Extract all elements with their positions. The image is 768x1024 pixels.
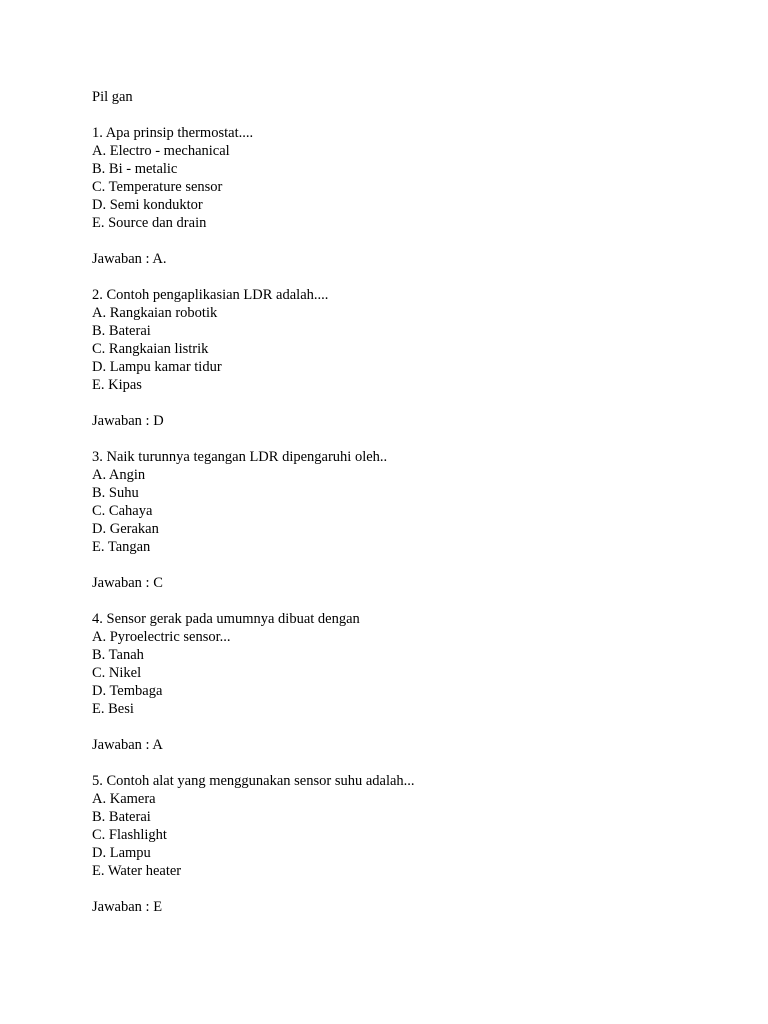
document-heading: Pil gan [92,89,133,105]
option-e: E. Kipas [92,377,142,393]
option-d: D. Semi konduktor [92,197,203,213]
option-d: D. Gerakan [92,521,159,537]
option-a: A. Rangkaian robotik [92,305,218,321]
option-b: B. Tanah [92,647,144,663]
question-text: 2. Contoh pengaplikasian LDR adalah.... [92,287,329,303]
option-e: E. Tangan [92,539,151,555]
question-block [92,286,732,448]
spacer [92,268,732,286]
question-text: 5. Contoh alat yang menggunakan sensor suhu adalah... [92,773,415,789]
spacer [92,880,732,898]
question-block [92,610,732,772]
spacer [92,718,732,736]
answer-text: Jawaban : D [92,413,164,429]
option-d: D. Lampu [92,845,151,861]
spacer [92,430,732,448]
option-b: B. Suhu [92,485,139,501]
question-block [92,124,732,286]
option-a: A. Pyroelectric sensor... [92,629,231,645]
option-a: A. Electro - mechanical [92,143,230,159]
option-c: C. Flashlight [92,827,167,843]
question-block [92,772,732,916]
option-a: A. Angin [92,467,146,483]
question-block [92,448,732,610]
spacer [92,394,732,412]
spacer [92,592,732,610]
option-e: E. Besi [92,701,134,717]
question-text: 3. Naik turunnya tegangan LDR dipengaruhi oleh.. [92,449,388,465]
question-text: 4. Sensor gerak pada umumnya dibuat dengan [92,611,360,627]
option-c: C. Nikel [92,665,142,681]
question-text: 1. Apa prinsip thermostat.... [92,125,254,141]
document-page [92,88,732,916]
option-b: B. Bi - metalic [92,161,178,177]
option-d: D. Lampu kamar tidur [92,359,222,375]
option-a: A. Kamera [92,791,156,807]
option-c: C. Rangkaian listrik [92,341,209,357]
answer-text: Jawaban : A [92,737,163,753]
option-b: B. Baterai [92,809,151,825]
option-d: D. Tembaga [92,683,163,699]
option-c: C. Temperature sensor [92,179,223,195]
answer-text: Jawaban : C [92,575,163,591]
answer-text: Jawaban : A. [92,251,167,267]
option-e: E. Water heater [92,863,182,879]
spacer [92,754,732,772]
option-c: C. Cahaya [92,503,153,519]
answer-text: Jawaban : E [92,899,163,915]
spacer [92,106,732,124]
option-b: B. Baterai [92,323,151,339]
option-e: E. Source dan drain [92,215,207,231]
spacer [92,556,732,574]
spacer [92,232,732,250]
